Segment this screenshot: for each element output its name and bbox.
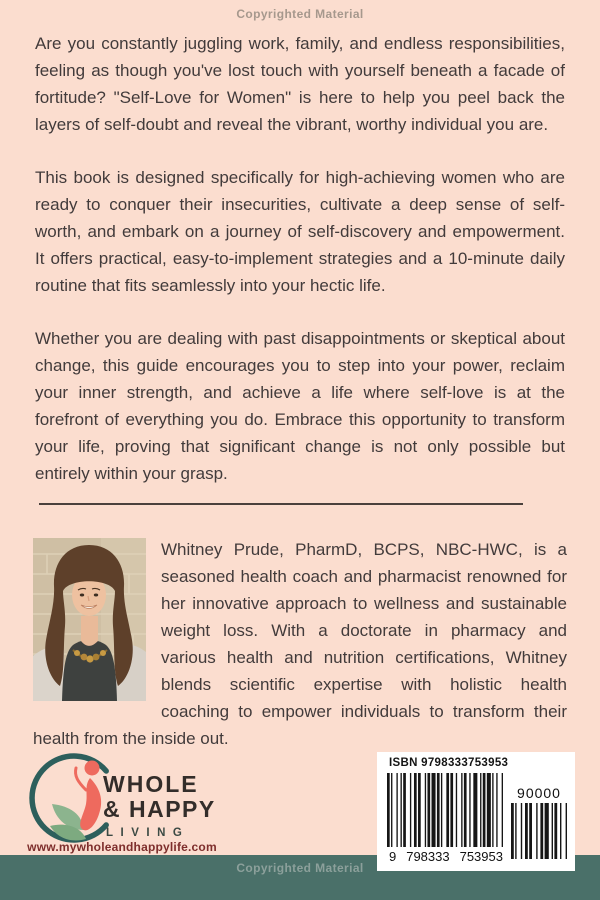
brand-name-line1: WHOLE <box>103 771 199 797</box>
isbn-digit-group-2: 798333 <box>406 849 450 864</box>
brand-logo <box>26 746 218 846</box>
brand-name-line3: LIVING <box>106 827 190 839</box>
brand-website: www.mywholeandhappylife.com <box>27 840 217 854</box>
neck <box>81 616 98 646</box>
description-paragraph-3: Whether you are dealing with past disappointments or skeptical about change, this guide encourages you to step into your power, reclaim your inner strength, and achieve a life where self-love is at the forefront of everything you do. Embrace this opportunity to transform your life, proving that significant change is not only possible but entirely within your grasp. <box>35 329 565 483</box>
isbn-digit-group-1: 9 <box>389 849 397 864</box>
section-divider <box>39 503 523 505</box>
barcode-supplement-bars <box>511 803 567 859</box>
author-photo <box>33 538 146 701</box>
logo-figure-head <box>85 761 100 776</box>
copyright-notice-bottom: Copyrighted Material <box>236 861 364 875</box>
logo-figure-arm <box>75 768 86 790</box>
isbn-number-label: ISBN 9798333753953 <box>389 757 509 769</box>
dark-top <box>62 640 117 701</box>
barcode-main-bars <box>387 773 503 847</box>
isbn-digit-group-3: 753953 <box>459 849 503 864</box>
isbn-barcode-block <box>377 752 575 871</box>
price-code: 90000 <box>517 785 561 801</box>
barcode-row <box>387 773 567 864</box>
description-paragraph-2: This book is designed specifically for high-achieving women who are ready to conquer their insecurities, cultivate a deep sense of self-worth, and embark on a journey of self-discovery and empowerment. It offers practical, easy-to-implement strategies and a 10-minute daily routine that fits seamlessly into your hectic life. <box>35 168 565 295</box>
author-bio-section <box>33 536 567 752</box>
book-description <box>35 30 565 513</box>
author-bio-text: Whitney Prude, PharmD, BCPS, NBC-HWC, is a seasoned health coach and pharmacist renowned for her innovative approach to wellness and sustainable weight loss. With a doctorate in pharmacy and various health and nutrition certifications, Whitney blends scientific expertise with holistic health coaching to empower individuals to transform their health from the inside out. <box>33 540 567 748</box>
barcode-main <box>387 773 505 864</box>
isbn-digits-row <box>387 849 505 864</box>
description-paragraph-1: Are you constantly juggling work, family, and endless responsibilities, feeling as though you've lost touch with yourself beneath a facade of fortitude? "Self-Love for Women" is here to help you peel back the layers of self-doubt and reveal the vibrant, worthy individual you are. <box>35 34 565 134</box>
barcode-supplement <box>511 773 567 864</box>
brand-name-line2: & HAPPY <box>103 796 216 822</box>
copyright-notice-top: Copyrighted Material <box>236 7 364 21</box>
